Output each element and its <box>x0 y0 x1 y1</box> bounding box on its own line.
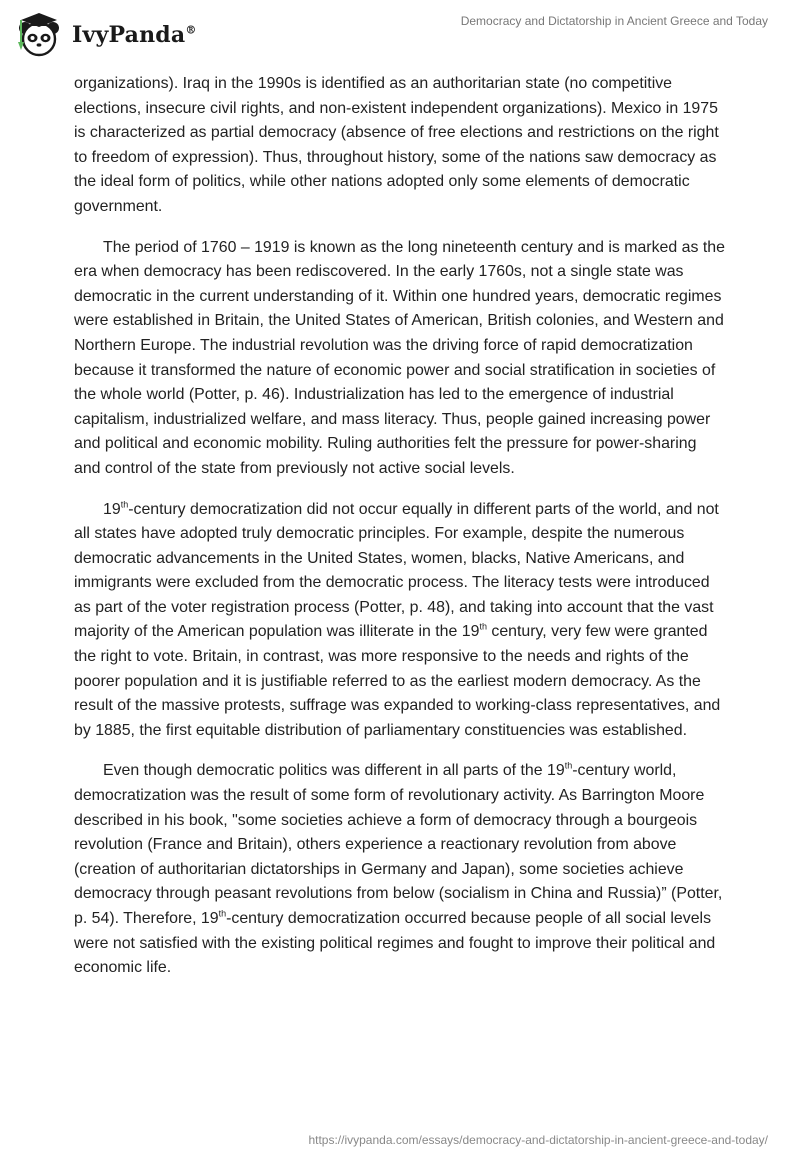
source-url-link[interactable]: https://ivypanda.com/essays/democracy-and-dictatorship-in-ancient-greece-and-today/ <box>308 1133 768 1147</box>
paragraph-4: Even though democratic politics was different in all parts of the 19th-century world, democratization was the result of some form of revolutionary activity. As Barrington Moore described in his book, "some societies achieve a form of democracy through a bourgeois revolution (France and Britain), others experience a reactionary revolution from above (creation of authoritarian dictatorships in Germany and Japan), some societies achieve democracy through peasant revolutions from below (socialism in China and Russia)” (Potter, p. 54). Therefore, 19th-century democratization occurred because people of all social levels were not satisfied with the existing political regimes and fought to improve their political and economic life. <box>74 761 723 977</box>
document-title: Democracy and Dictatorship in Ancient Greece and Today <box>460 14 768 28</box>
page-header <box>0 0 800 70</box>
ivypanda-logo[interactable] <box>12 8 197 62</box>
panda-graduate-icon <box>12 8 66 62</box>
paragraph-1: organizations). Iraq in the 1990s is identified as an authoritarian state (no competitive elections, insecure civil rights, and non-existent independent organizations). Mexico in 1975 is characterized as partial democracy (absence of free elections and restrictions on the right to freedom of expression). Thus, throughout history, some of the nations saw democracy as the ideal form of politics, while other nations adopted only some elements of democratic government. <box>74 75 719 215</box>
paragraph-2: The period of 1760 – 1919 is known as the long nineteenth century and is marked as the era when democracy has been rediscovered. In the early 1760s, not a single state was democratic in the current understanding of it. Within one hundred years, democratic regimes were established in Britain, the United States of American, British colonies, and Western and Northern Europe. The industrial revolution was the driving force of rapid democratization because it transformed the nature of economic power and social stratification in societies of the whole world (Potter, p. 46). Industrialization has led to the emergence of industrial capitalism, industrialized welfare, and mass literacy. Thus, people gained increasing power and political and economic mobility. Ruling authorities felt the pressure for power-sharing and control of the state from previously not active social levels. <box>74 238 725 477</box>
essay-body <box>74 72 726 997</box>
logo-wordmark: IvyPanda® <box>72 22 197 48</box>
paragraph-3: 19th-century democratization did not occur equally in different parts of the world, and not all states have adopted truly democratic principles. For example, despite the numerous democratic advancements in the United States, women, blacks, Native Americans, and immigrants were excluded from the democratic process. The literacy tests were introduced as part of the voter registration process (Potter, p. 48), and taking into account that the vast majority of the American population was illiterate in the 19th century, very few were granted the right to vote. Britain, in contrast, was more responsive to the needs and rights of the poorer population and it is justifiable referred to as the earliest modern democracy. As the result of the massive protests, suffrage was expanded to working-class representatives, and by 1885, the first equitable distribution of parliamentary constituencies was established. <box>74 499 721 739</box>
